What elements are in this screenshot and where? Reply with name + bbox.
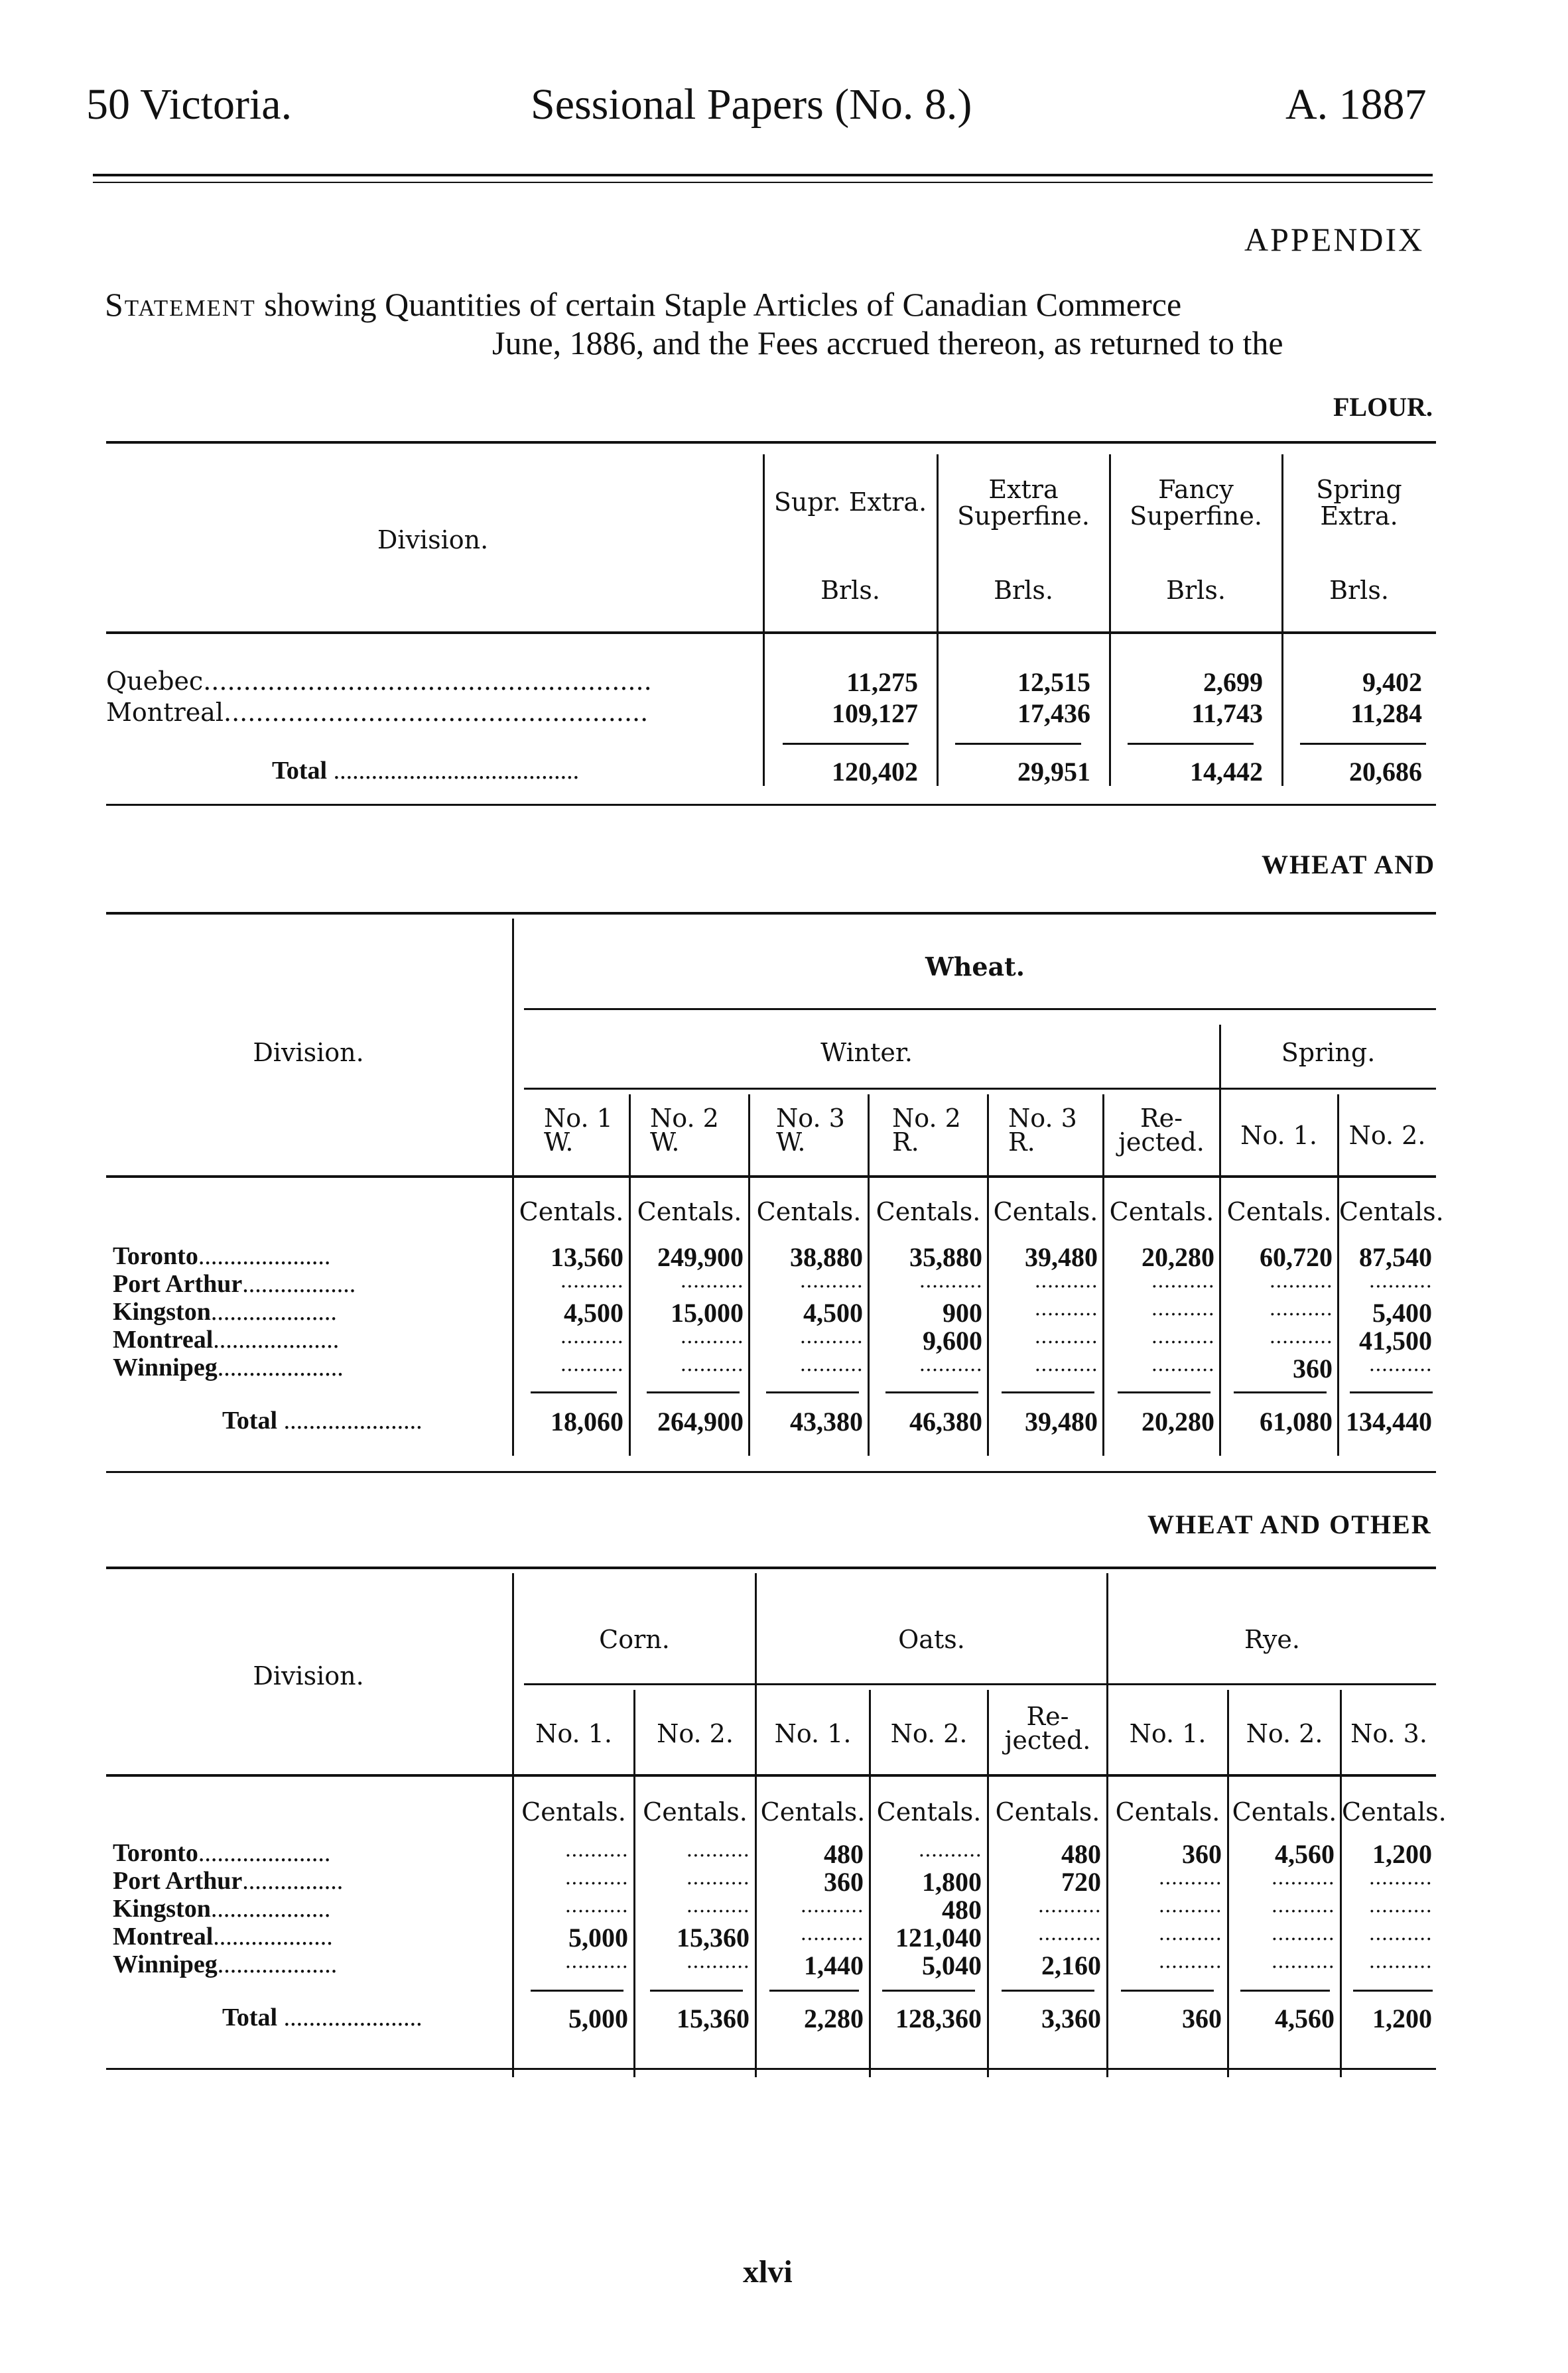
wheat-empty-cell: .......... [560, 1353, 623, 1376]
flour-total-cell: 20,686 [1349, 757, 1422, 787]
division-name: Montreal [113, 1923, 214, 1951]
other-total-cell: 128,360 [895, 2004, 982, 2033]
other-unit: Centals. [995, 1797, 1100, 1827]
wheat-top-rule [106, 912, 1436, 915]
wheat-bottom-rule [106, 1471, 1436, 1473]
wheat-unit: Centals. [756, 1197, 862, 1226]
other-empty-cell: .......... [564, 1866, 628, 1890]
wheat-total-cell: 134,440 [1346, 1407, 1432, 1437]
leader-dots: ................... [217, 1951, 338, 1978]
other-total-row [222, 2003, 423, 2032]
wheat-empty-cell: .......... [1151, 1269, 1214, 1293]
other-empty-cell: .......... [1037, 1894, 1101, 1917]
division-name: Port Arthur [113, 1270, 243, 1298]
flour-unit: Brls. [994, 576, 1053, 605]
wheat-cell: 87,540 [1359, 1242, 1432, 1272]
wheat-empty-cell: .......... [680, 1325, 744, 1348]
flour-total-cell: 120,402 [832, 757, 918, 787]
other-empty-cell: .......... [800, 1922, 864, 1945]
wheat-col-no2w: No. 2 W. [650, 1104, 719, 1157]
statement-line-2: June, 1886, and the Fees accrued thereon, as returned to the [492, 324, 1283, 361]
division-name: Winnipeg [113, 1951, 218, 1978]
other-cell: 1,800 [922, 1867, 982, 1897]
other-empty-cell: .......... [1368, 1894, 1432, 1917]
flour-cell: 17,436 [1017, 698, 1090, 728]
wheat-row-port-arthur [113, 1269, 356, 1299]
flour-division-header: Division. [377, 525, 489, 554]
wheat-unit: Centals. [1109, 1197, 1214, 1226]
wheat-total-row [222, 1406, 423, 1435]
other-group-oats: Oats. [898, 1625, 965, 1654]
other-row-winnipeg [113, 1950, 337, 1979]
wheat-empty-cell: .......... [1151, 1353, 1214, 1376]
other-empty-cell: .......... [1037, 1922, 1101, 1945]
division-name: Kingston [113, 1895, 211, 1923]
wheat-empty-cell: .......... [680, 1353, 744, 1376]
appendix-label: APPENDIX [1244, 221, 1425, 258]
header-rule [93, 174, 1433, 176]
wheat-empty-cell: .......... [1034, 1353, 1098, 1376]
other-cell: 1,200 [1372, 1839, 1432, 1869]
other-col-rye-no2: No. 2. [1246, 1719, 1323, 1748]
other-total-cell: 2,280 [804, 2004, 864, 2033]
leader-dots: ...................... [277, 1407, 423, 1435]
other-empty-cell: .......... [1368, 1866, 1432, 1890]
flour-total-row [272, 756, 579, 785]
wheat-group-header: Wheat. [925, 952, 1025, 982]
other-cell: 5,040 [922, 1951, 982, 1980]
other-empty-cell: .......... [1271, 1894, 1335, 1917]
other-empty-cell: .......... [564, 1894, 628, 1917]
leader-dots: ..................................................... [224, 698, 649, 727]
wheat-cell: 5,400 [1372, 1298, 1432, 1328]
header-volume: 50 Victoria. [86, 80, 293, 129]
flour-col-extra-superfine: Extra Superfine. [957, 475, 1090, 531]
division-name: Kingston [113, 1298, 211, 1326]
other-cell: 360 [824, 1867, 864, 1897]
total-label: Total [272, 757, 328, 785]
other-cell: 2,160 [1041, 1951, 1101, 1980]
leader-dots: .................... [213, 1326, 340, 1354]
flour-unit: Brls. [820, 576, 880, 605]
wheat-section-label: WHEAT AND [1262, 850, 1436, 879]
wheat-col-spring-no2: No. 2. [1348, 1121, 1426, 1150]
wheat-col-rejected: Re- jected. [1118, 1104, 1205, 1157]
other-unit: Centals. [1115, 1797, 1220, 1827]
wheat-cell: 15,000 [671, 1298, 744, 1328]
other-empty-cell: .......... [564, 1950, 628, 1973]
wheat-total-cell: 39,480 [1025, 1407, 1098, 1437]
leader-dots: ..................... [198, 1242, 331, 1270]
leader-dots: .................. [242, 1270, 356, 1298]
other-empty-cell: .......... [1158, 1922, 1222, 1945]
flour-cell: 11,275 [846, 667, 918, 697]
flour-cell: 11,743 [1191, 698, 1263, 728]
wheat-empty-cell: .......... [1034, 1269, 1098, 1293]
wheat-empty-cell: .......... [560, 1325, 623, 1348]
wheat-col-no3w: No. 3 W. [776, 1104, 845, 1157]
other-bottom-rule [106, 2068, 1436, 2070]
other-total-cell: 3,360 [1041, 2004, 1101, 2033]
flour-top-rule [106, 441, 1436, 444]
flour-cell: 2,699 [1203, 667, 1263, 697]
wheat-empty-cell: .......... [680, 1269, 744, 1293]
flour-col-spring-extra: Spring Extra. [1316, 475, 1402, 531]
other-empty-cell: .......... [686, 1894, 750, 1917]
other-row-kingston [113, 1894, 330, 1923]
header-rule-thin [93, 182, 1433, 183]
other-cell: 5,000 [568, 1923, 628, 1953]
wheat-cell: 4,500 [564, 1298, 623, 1328]
wheat-cell: 249,900 [657, 1242, 744, 1272]
other-total-cell: 360 [1182, 2004, 1222, 2033]
wheat-empty-cell: .......... [1368, 1353, 1432, 1376]
wheat-total-cell: 264,900 [657, 1407, 744, 1437]
flour-total-cell: 14,442 [1190, 757, 1263, 787]
wheat-empty-cell: .......... [919, 1353, 982, 1376]
wheat-unit: Centals. [519, 1197, 624, 1226]
flour-unit: Brls. [1329, 576, 1389, 605]
wheat-row-winnipeg [113, 1353, 344, 1382]
wheat-winter-header: Winter. [820, 1038, 913, 1067]
other-col-corn-no1: No. 1. [535, 1719, 612, 1748]
leader-dots: .................... [217, 1354, 344, 1381]
wheat-empty-cell: .......... [799, 1325, 863, 1348]
wheat-col-no3r: No. 3 R. [1008, 1104, 1077, 1157]
page-number: xlvi [743, 2254, 793, 2289]
other-col-oats-rejected: Re- jected. [1004, 1702, 1091, 1755]
wheat-cell: 20,280 [1142, 1242, 1214, 1272]
wheat-cell: 39,480 [1025, 1242, 1098, 1272]
other-top-rule [106, 1567, 1436, 1569]
wheat-total-cell: 46,380 [909, 1407, 982, 1437]
other-empty-cell: .......... [800, 1894, 864, 1917]
wheat-cell: 41,500 [1359, 1326, 1432, 1356]
other-cell: 15,360 [677, 1923, 750, 1953]
leader-dots: ................ [242, 1867, 344, 1895]
leader-dots: ...................... [277, 2004, 423, 2031]
leader-dots: ..................... [198, 1839, 331, 1867]
flour-col-fancy-superfine: Fancy Superfine. [1130, 475, 1262, 531]
leader-dots: ................... [213, 1923, 333, 1951]
division-name: Winnipeg [113, 1354, 218, 1381]
wheat-cell: 60,720 [1260, 1242, 1333, 1272]
division-name: Toronto [113, 1242, 198, 1270]
wheat-col-spring-no1: No. 1. [1240, 1121, 1317, 1150]
other-cell: 720 [1061, 1867, 1101, 1897]
total-label: Total [222, 1407, 278, 1435]
other-header-rule [106, 1774, 1436, 1777]
other-group-corn: Corn. [599, 1625, 670, 1654]
other-col-rye-no3: No. 3. [1350, 1719, 1427, 1748]
wheat-cell: 35,880 [909, 1242, 982, 1272]
wheat-cell: 13,560 [551, 1242, 623, 1272]
other-row-port-arthur [113, 1866, 343, 1895]
wheat-unit: Centals. [1226, 1197, 1332, 1226]
other-empty-cell: .......... [1368, 1950, 1432, 1973]
other-unit: Centals. [876, 1797, 982, 1827]
other-empty-cell: .......... [1158, 1866, 1222, 1890]
flour-cell: 12,515 [1017, 667, 1090, 697]
other-col-oats-no2: No. 2. [890, 1719, 968, 1748]
flour-cell: 109,127 [832, 698, 918, 728]
wheat-empty-cell: .......... [1151, 1297, 1214, 1320]
division-name: Quebec [106, 667, 204, 696]
other-empty-cell: .......... [686, 1838, 750, 1862]
other-cell: 360 [1182, 1839, 1222, 1869]
flour-col-supr-extra: Supr. Extra. [773, 487, 927, 517]
other-cell: 1,440 [804, 1951, 864, 1980]
other-total-cell: 5,000 [568, 2004, 628, 2033]
wheat-empty-cell: .......... [1269, 1325, 1333, 1348]
wheat-row-kingston [113, 1297, 337, 1326]
other-empty-cell: .......... [564, 1838, 628, 1862]
other-col-rye-no1: No. 1. [1129, 1719, 1207, 1748]
wheat-spring-header: Spring. [1281, 1038, 1376, 1067]
wheat-empty-cell: .......... [1034, 1297, 1098, 1320]
wheat-cell: 900 [943, 1298, 982, 1328]
flour-row-montreal [106, 698, 648, 727]
other-empty-cell: .......... [1158, 1894, 1222, 1917]
wheat-col-no1w: No. 1 W. [544, 1104, 613, 1157]
division-name: Port Arthur [113, 1867, 243, 1895]
wheat-unit: Centals. [637, 1197, 742, 1226]
wheat-row-montreal [113, 1325, 339, 1354]
leader-dots: ........................................................ [203, 667, 652, 696]
other-total-cell: 15,360 [677, 2004, 750, 2033]
flour-total-cell: 29,951 [1017, 757, 1090, 787]
wheat-empty-cell: .......... [799, 1353, 863, 1376]
wheat-total-cell: 61,080 [1260, 1407, 1333, 1437]
flour-bottom-rule [106, 804, 1436, 806]
flour-cell: 9,402 [1362, 667, 1422, 697]
wheat-empty-cell: .......... [799, 1269, 863, 1293]
wheat-empty-cell: .......... [1269, 1269, 1333, 1293]
wheat-cell: 4,500 [803, 1298, 863, 1328]
other-empty-cell: .......... [1271, 1950, 1335, 1973]
wheat-empty-cell: .......... [560, 1269, 623, 1293]
leader-dots: .................... [210, 1298, 337, 1326]
division-name: Montreal [106, 698, 224, 727]
other-empty-cell: .......... [1271, 1922, 1335, 1945]
statement-text: showing Quantities of certain Staple Articles of Canadian Commerce [264, 286, 1182, 323]
wheat-total-cell: 43,380 [790, 1407, 863, 1437]
other-col-corn-no2: No. 2. [657, 1719, 734, 1748]
leader-dots: ....................................... [327, 757, 580, 785]
wheat-total-cell: 18,060 [551, 1407, 623, 1437]
leader-dots: ................... [210, 1895, 331, 1923]
wheat-cell: 9,600 [923, 1326, 982, 1356]
statement-line-1 [105, 285, 1181, 324]
wheat-empty-cell: .......... [1034, 1325, 1098, 1348]
other-cell: 480 [1061, 1839, 1101, 1869]
other-cell: 121,040 [895, 1923, 982, 1953]
wheat-empty-cell: .......... [919, 1269, 982, 1293]
division-name: Montreal [113, 1326, 214, 1354]
other-empty-cell: .......... [1271, 1866, 1335, 1890]
other-empty-cell: .......... [1368, 1922, 1432, 1945]
header-year: A. 1887 [1285, 80, 1427, 129]
flour-section-label: FLOUR. [1333, 392, 1433, 422]
other-unit: Centals. [521, 1797, 626, 1827]
wheat-header-rule [106, 1175, 1436, 1178]
wheat-division-header: Division. [253, 1038, 364, 1067]
flour-header-rule [106, 631, 1436, 634]
wheat-unit: Centals. [876, 1197, 981, 1226]
other-total-cell: 1,200 [1372, 2004, 1432, 2033]
flour-unit: Brls. [1166, 576, 1226, 605]
flour-row-quebec [106, 667, 652, 696]
other-cell: 4,560 [1275, 1839, 1335, 1869]
division-name: Toronto [113, 1839, 198, 1867]
other-empty-cell: .......... [686, 1950, 750, 1973]
other-empty-cell: .......... [686, 1866, 750, 1890]
wheat-empty-cell: .......... [1269, 1297, 1333, 1320]
total-label: Total [222, 2004, 278, 2031]
wheat-empty-cell: .......... [1368, 1269, 1432, 1293]
other-section-label: WHEAT AND OTHER [1147, 1509, 1432, 1539]
header-title: Sessional Papers (No. 8.) [531, 80, 972, 129]
wheat-cell: 360 [1293, 1354, 1333, 1383]
other-cell: 480 [824, 1839, 864, 1869]
other-division-header: Division. [253, 1661, 364, 1691]
wheat-unit: Centals. [1339, 1197, 1444, 1226]
other-col-oats-no1: No. 1. [774, 1719, 852, 1748]
other-row-toronto [113, 1838, 330, 1868]
wheat-cell: 38,880 [790, 1242, 863, 1272]
other-unit: Centals. [643, 1797, 748, 1827]
wheat-total-cell: 20,280 [1142, 1407, 1214, 1437]
other-unit: Centals. [760, 1797, 866, 1827]
other-cell: 480 [942, 1895, 982, 1925]
flour-cell: 11,284 [1350, 698, 1422, 728]
other-unit: Centals. [1232, 1797, 1337, 1827]
wheat-empty-cell: .......... [1151, 1325, 1214, 1348]
other-total-cell: 4,560 [1275, 2004, 1335, 2033]
other-empty-cell: .......... [918, 1838, 982, 1862]
other-row-montreal [113, 1922, 333, 1951]
other-group-rye: Rye. [1244, 1625, 1300, 1654]
wheat-unit: Centals. [993, 1197, 1098, 1226]
other-empty-cell: .......... [1158, 1950, 1222, 1973]
other-unit: Centals. [1342, 1797, 1447, 1827]
wheat-row-toronto [113, 1242, 330, 1271]
wheat-col-no2r: No. 2 R. [892, 1104, 961, 1157]
statement-lead: Statement [105, 286, 256, 323]
